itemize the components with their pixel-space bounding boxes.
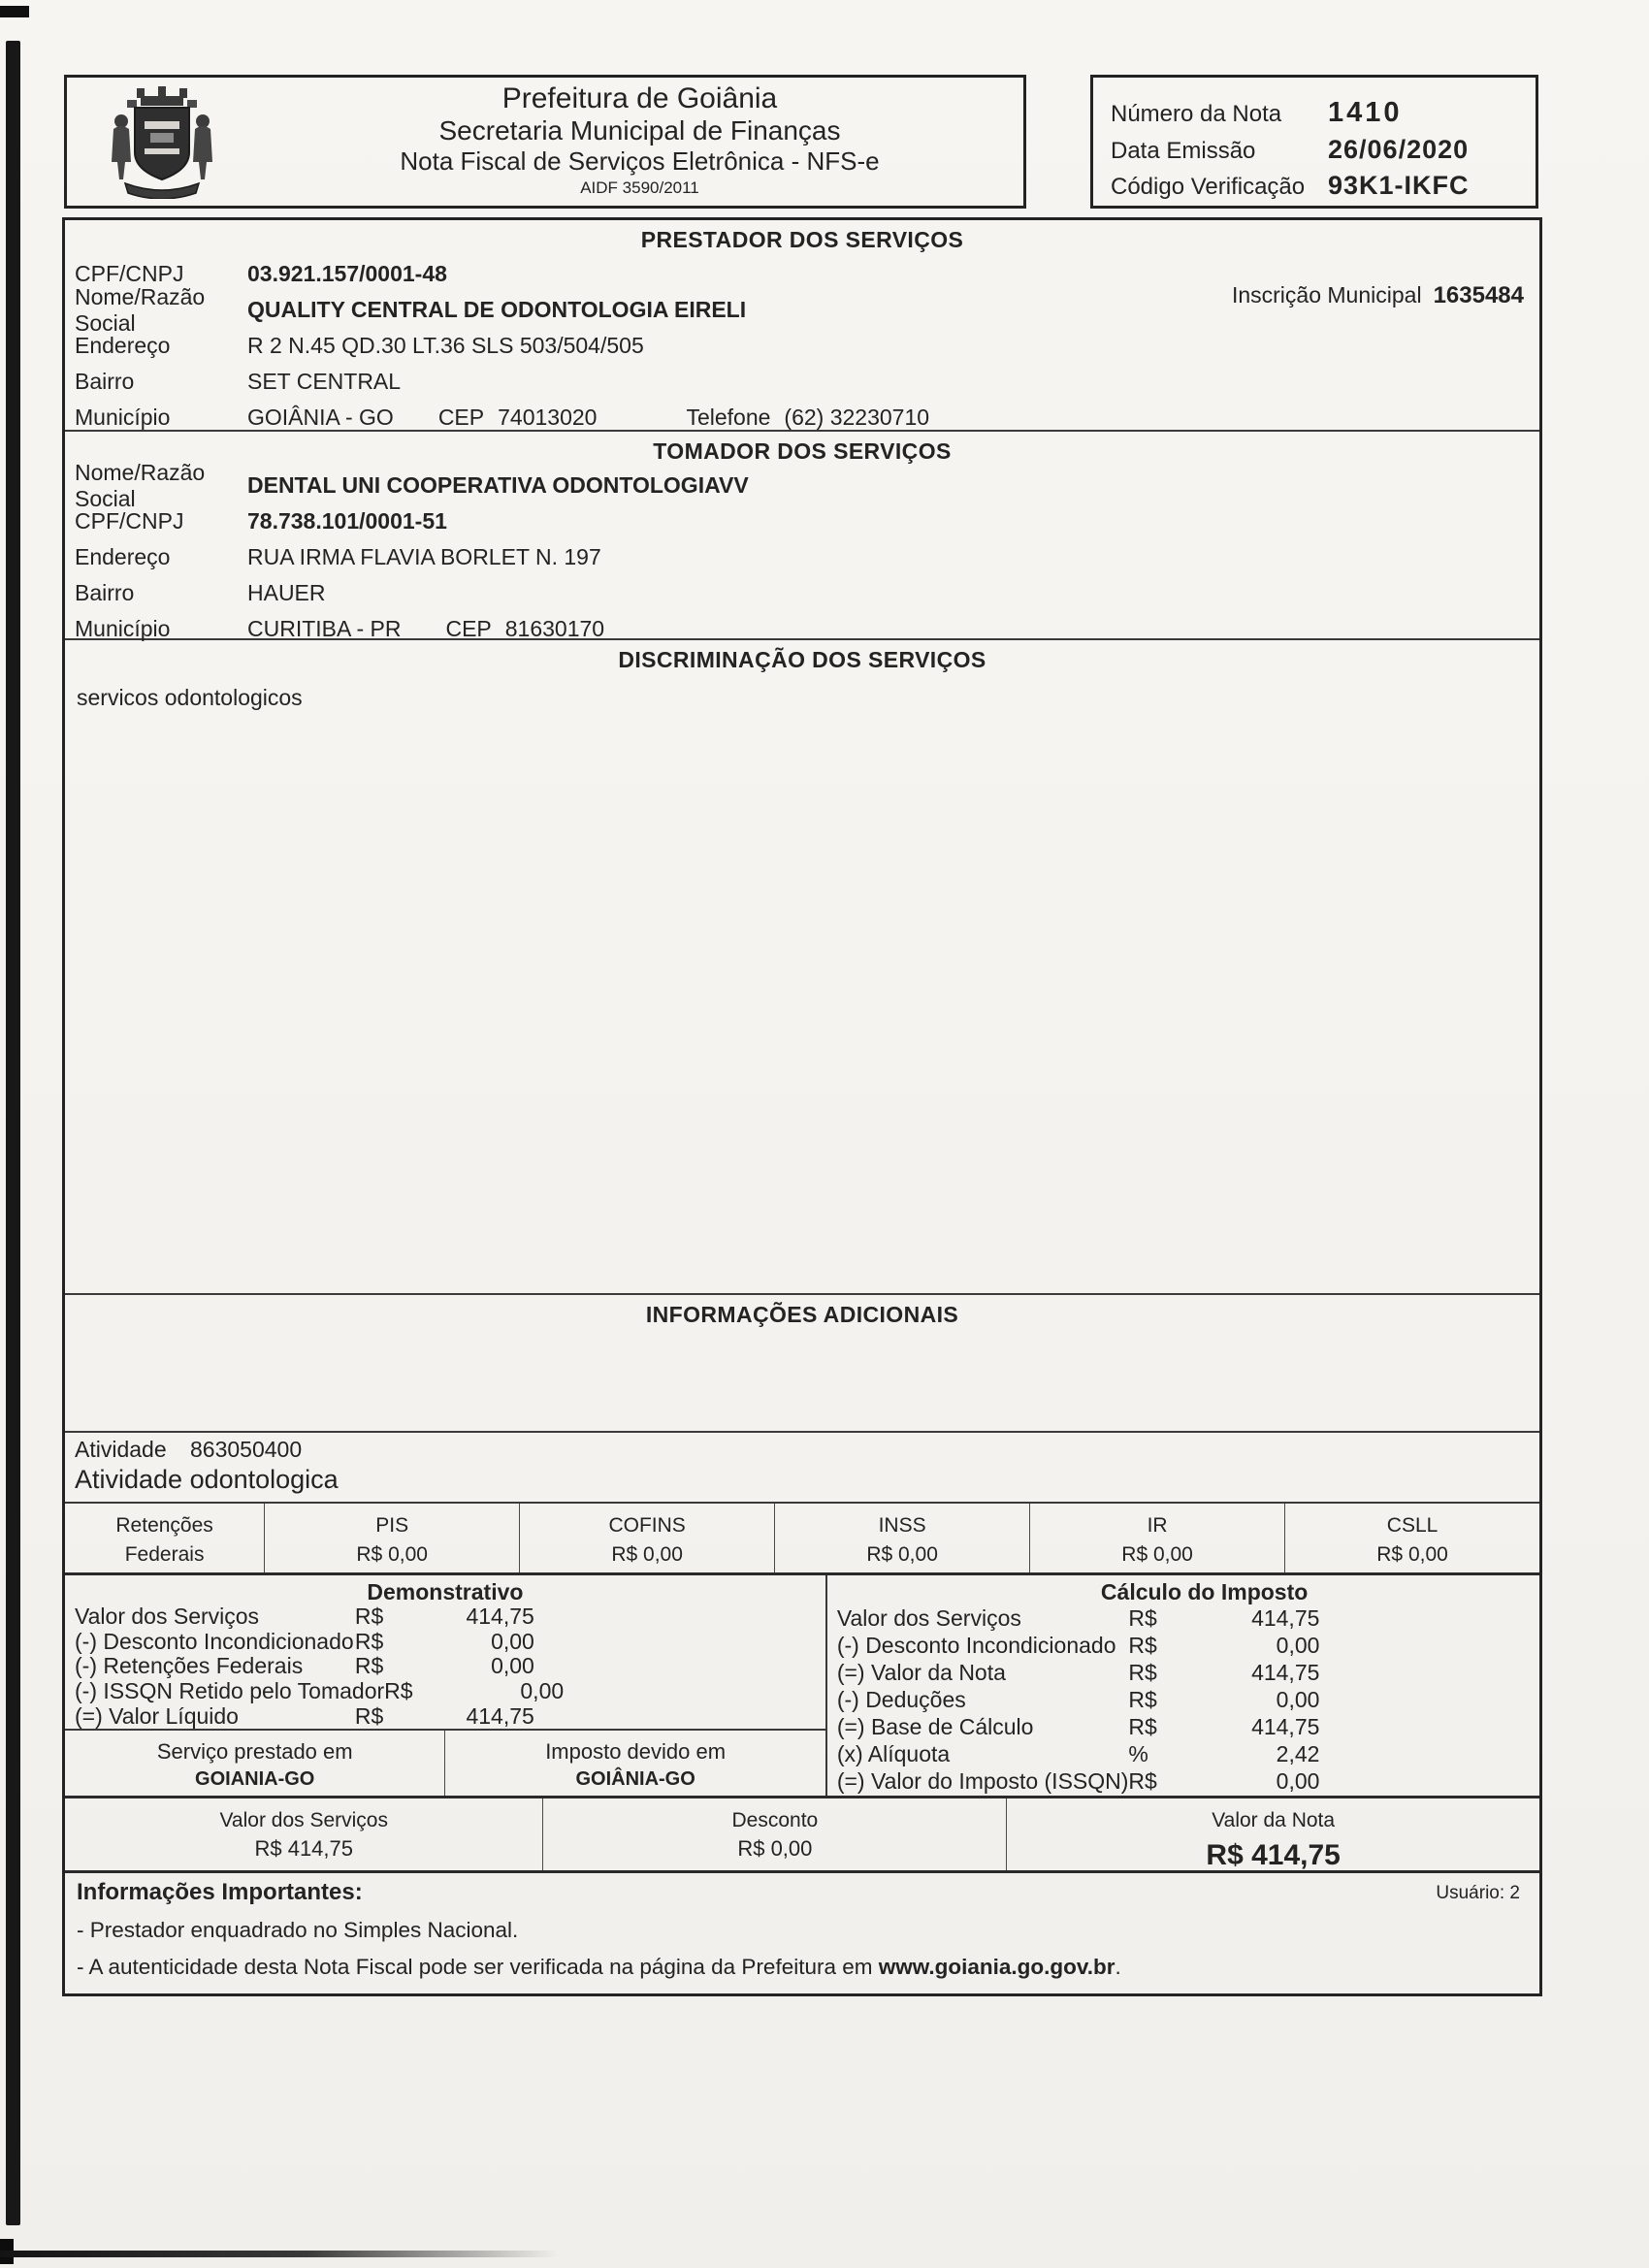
nota-number-label: Número da Nota: [1111, 101, 1282, 127]
tomador-row-municipio: [65, 611, 1539, 647]
nota-info-box: [1090, 75, 1538, 209]
nota-date-row: [1111, 135, 1536, 165]
field-label: Bairro: [75, 580, 135, 605]
section-atividade: [65, 1431, 1539, 1502]
goiania-coat-of-arms-logo: [67, 84, 256, 199]
cep-value: 74013020: [498, 405, 598, 430]
demonstrativo-row: [65, 1679, 825, 1704]
field-value: DENTAL UNI COOPERATIVA ODONTOLOGIAVV: [247, 472, 749, 498]
retencao-col-pis: [264, 1504, 519, 1572]
imposto-devido-label: Imposto devido em: [545, 1739, 727, 1764]
atividade-label: Atividade: [75, 1437, 167, 1462]
retencoes-header-cell: [65, 1504, 264, 1572]
scan-bottom-artifact: [0, 2251, 558, 2257]
servico-prestado-cell: [65, 1731, 444, 1796]
total-valor-servicos-label: Valor dos Serviços: [219, 1809, 388, 1831]
total-desconto-value: R$ 0,00: [737, 1836, 813, 1862]
row-label: (=) Valor da Nota: [836, 1659, 1006, 1685]
informacoes-importantes-line1: - Prestador enquadrado no Simples Nacional.: [77, 1918, 519, 1942]
calculo-imposto-rows: [827, 1604, 1582, 1796]
field-value: HAUER: [247, 580, 326, 605]
inscricao-municipal: [1232, 282, 1524, 309]
municipio-value: CURITIBA - PR: [247, 616, 402, 641]
calculo-row: [827, 1659, 1582, 1686]
row-unit: R$: [1128, 1604, 1157, 1631]
section-demonstrativo-calculo: [65, 1572, 1539, 1796]
field-label: Bairro: [75, 369, 135, 394]
field-value: R 2 N.45 QD.30 LT.36 SLS 503/504/505: [247, 333, 644, 358]
row-label: Valor dos Serviços: [836, 1604, 1021, 1631]
servico-prestado-value: GOIANIA-GO: [195, 1767, 315, 1790]
calculo-row: [827, 1768, 1582, 1796]
retencao-col-ir: [1029, 1504, 1284, 1572]
row-value: 414,75: [1251, 1714, 1320, 1740]
section-informacoes-adicionais: [65, 1293, 1539, 1431]
inscricao-municipal-label: Inscrição Municipal: [1231, 282, 1422, 308]
imposto-devido-cell: [444, 1731, 824, 1796]
demonstrativo-rows: [65, 1604, 825, 1729]
tomador-row-endereco: [65, 539, 1539, 575]
retencao-value: R$ 0,00: [611, 1543, 683, 1567]
demonstrativo-row: [65, 1703, 825, 1729]
atividade-codigo: 863050400: [190, 1437, 303, 1462]
nota-code-value: 93K1-IKFC: [1328, 171, 1470, 200]
row-label: (-) Deduções: [836, 1686, 966, 1712]
row-unit: R$: [1128, 1659, 1157, 1685]
retencao-col-cofins: [519, 1504, 774, 1572]
section-discriminacao: [65, 638, 1539, 1293]
total-valor-nota-cell: [1007, 1798, 1539, 1870]
field-value: SET CENTRAL: [247, 369, 402, 394]
row-unit: R$: [1128, 1632, 1157, 1658]
row-value: 0,00: [1276, 1768, 1320, 1795]
section-informacoes-importantes: [65, 1870, 1539, 1993]
retencoes-header-line1: Retenções: [115, 1514, 213, 1537]
row-label: (=) Base de Cálculo: [836, 1714, 1034, 1740]
row-label: (=) Valor Líquido: [75, 1702, 239, 1729]
calculo-imposto-title: Cálculo do Imposto: [1100, 1579, 1309, 1604]
section-prestador: [65, 220, 1539, 430]
header-title-line1: Prefeitura de Goiânia: [501, 81, 778, 114]
total-valor-nota-value: R$ 414,75: [1206, 1839, 1341, 1872]
atividade-line: [75, 1437, 1539, 1463]
telefone-value: (62) 32230710: [784, 405, 930, 430]
calculo-row: [827, 1632, 1582, 1659]
cep-label: CEP: [437, 405, 485, 430]
tomador-fields: [65, 459, 1539, 647]
row-value: 414,75: [466, 1604, 534, 1630]
row-value: 2,42: [1276, 1741, 1320, 1767]
retencao-col-csll: [1284, 1504, 1539, 1572]
retencao-value: R$ 0,00: [1376, 1543, 1448, 1567]
cep-value: 81630170: [504, 616, 605, 641]
retencao-value: R$ 0,00: [866, 1543, 938, 1567]
nota-date-label: Data Emissão: [1111, 138, 1256, 164]
row-unit: %: [1128, 1741, 1148, 1767]
scan-edge-artifact: [6, 41, 20, 2225]
informacoes-importantes-line2: [77, 1955, 1526, 1980]
row-label: (=) Valor do Imposto (ISSQN): [836, 1768, 1129, 1795]
informacoes-importantes-title: Informações Importantes:: [77, 1879, 363, 1905]
nota-code-row: [1111, 171, 1536, 201]
row-value: 0,00: [1276, 1686, 1320, 1712]
row-label: (x) Alíquota: [836, 1741, 951, 1767]
calculo-row: [827, 1686, 1582, 1713]
retencao-name: CSLL: [1386, 1514, 1439, 1537]
row-label: (-) Retenções Federais: [75, 1653, 304, 1679]
row-unit: R$: [354, 1604, 384, 1630]
usuario-badge: Usuário: 2: [1436, 1883, 1520, 1903]
calculo-row: [827, 1604, 1582, 1632]
telefone-label: Telefone: [686, 405, 771, 430]
retencao-name: PIS: [375, 1514, 409, 1537]
servico-prestado-label: Serviço prestado em: [156, 1739, 353, 1764]
section-title-discriminacao: DISCRIMINAÇÃO DOS SERVIÇOS: [618, 647, 986, 672]
nota-number-row: [1111, 97, 1536, 129]
retencao-name: IR: [1147, 1514, 1168, 1537]
row-label: (-) Desconto Incondicionado: [75, 1628, 354, 1654]
field-label: Endereço: [75, 333, 171, 358]
section-title-tomador: TOMADOR DOS SERVIÇOS: [653, 438, 952, 464]
demonstrativo-row: [65, 1654, 825, 1679]
row-unit: R$: [384, 1678, 413, 1704]
line2-end: .: [1115, 1955, 1121, 1979]
row-label: (-) ISSQN Retido pelo Tomador: [75, 1678, 385, 1704]
inscricao-municipal-value: 1635484: [1433, 282, 1524, 308]
total-desconto-cell: [542, 1798, 1007, 1870]
retencao-name: COFINS: [608, 1514, 686, 1537]
calculo-imposto-panel: [827, 1575, 1582, 1796]
field-value: 03.921.157/0001-48: [247, 261, 447, 286]
total-valor-servicos-value: R$ 414,75: [254, 1836, 353, 1862]
nota-date-value: 26/06/2020: [1328, 135, 1470, 164]
row-unit: R$: [1128, 1686, 1157, 1712]
row-unit: R$: [354, 1653, 384, 1679]
total-valor-servicos-cell: [65, 1798, 542, 1870]
row-value: 414,75: [1251, 1604, 1320, 1631]
tomador-row-cnpj: [65, 503, 1539, 539]
calculo-row: [827, 1741, 1582, 1768]
discriminacao-content: servicos odontologicos: [77, 685, 303, 710]
local-servico-row: [65, 1729, 825, 1796]
demonstrativo-row: [65, 1630, 825, 1655]
retencao-value: R$ 0,00: [1121, 1543, 1193, 1567]
row-unit: R$: [1128, 1768, 1157, 1795]
prestador-row-endereco: [65, 328, 1539, 364]
row-unit: R$: [1128, 1714, 1157, 1740]
calculo-row: [827, 1714, 1582, 1741]
row-label: (-) Desconto Incondicionado: [836, 1632, 1116, 1658]
scan-corner-artifact: [0, 6, 29, 17]
imposto-devido-value: GOIÂNIA-GO: [575, 1767, 695, 1790]
header-box: [64, 75, 1026, 209]
row-value: 414,75: [466, 1702, 534, 1729]
field-label: Município: [75, 616, 171, 641]
demonstrativo-row: [65, 1604, 825, 1630]
municipio-value: GOIÂNIA - GO: [247, 405, 394, 430]
line2-text: - A autenticidade desta Nota Fiscal pode ser verificada na página da Prefeitura em: [77, 1955, 879, 1979]
invoice-body: [62, 217, 1542, 1996]
row-value: 0,00: [491, 1628, 534, 1654]
demonstrativo-title: Demonstrativo: [367, 1579, 524, 1604]
row-value: 414,75: [1251, 1659, 1320, 1685]
nota-code-label: Código Verificação: [1111, 174, 1306, 200]
field-value: 78.738.101/0001-51: [247, 508, 447, 534]
retencao-value: R$ 0,00: [356, 1543, 428, 1567]
section-title-prestador: PRESTADOR DOS SERVIÇOS: [640, 227, 964, 252]
cep-label: CEP: [445, 616, 492, 641]
retencoes-header-line2: Federais: [124, 1543, 205, 1567]
field-label: CPF/CNPJ: [75, 508, 184, 534]
atividade-descricao: Atividade odontologica: [75, 1465, 339, 1494]
field-label: Nome/Razão Social: [75, 283, 206, 336]
line2-url: www.goiania.go.gov.br: [878, 1955, 1116, 1979]
total-desconto-label: Desconto: [731, 1809, 819, 1831]
section-tomador: [65, 430, 1539, 641]
header-aidf: AIDF 3590/2011: [580, 178, 699, 197]
row-value: 0,00: [520, 1678, 565, 1704]
row-label: Valor dos Serviços: [75, 1604, 260, 1630]
tomador-row-nome: [65, 459, 1539, 511]
demonstrativo-panel: [65, 1575, 827, 1796]
header-title-line3: Nota Fiscal de Serviços Eletrônica - NFS-e: [400, 146, 880, 176]
field-value: QUALITY CENTRAL DE ODONTOLOGIA EIRELI: [247, 297, 747, 322]
tomador-row-bairro: [65, 575, 1539, 611]
row-unit: R$: [354, 1702, 384, 1729]
section-totais: [65, 1796, 1539, 1870]
section-retencoes-federais: [65, 1502, 1539, 1572]
row-value: 0,00: [1276, 1632, 1320, 1658]
retencao-name: INSS: [878, 1514, 926, 1537]
header-titles: [256, 82, 1023, 201]
field-label: CPF/CNPJ: [75, 261, 184, 286]
field-label: Município: [75, 405, 171, 430]
retencao-col-inss: [774, 1504, 1029, 1572]
field-label: Nome/Razão Social: [75, 459, 206, 511]
field-value: RUA IRMA FLAVIA BORLET N. 197: [247, 544, 601, 569]
field-label: Endereço: [75, 544, 171, 569]
total-valor-nota-label: Valor da Nota: [1212, 1809, 1336, 1831]
prestador-row-bairro: [65, 364, 1539, 400]
nota-number-value: 1410: [1328, 97, 1403, 128]
row-value: 0,00: [491, 1653, 534, 1679]
header-title-line2: Secretaria Municipal de Finanças: [438, 115, 841, 146]
section-title-informacoes-adicionais: INFORMAÇÕES ADICIONAIS: [645, 1302, 959, 1327]
row-unit: R$: [354, 1628, 384, 1654]
